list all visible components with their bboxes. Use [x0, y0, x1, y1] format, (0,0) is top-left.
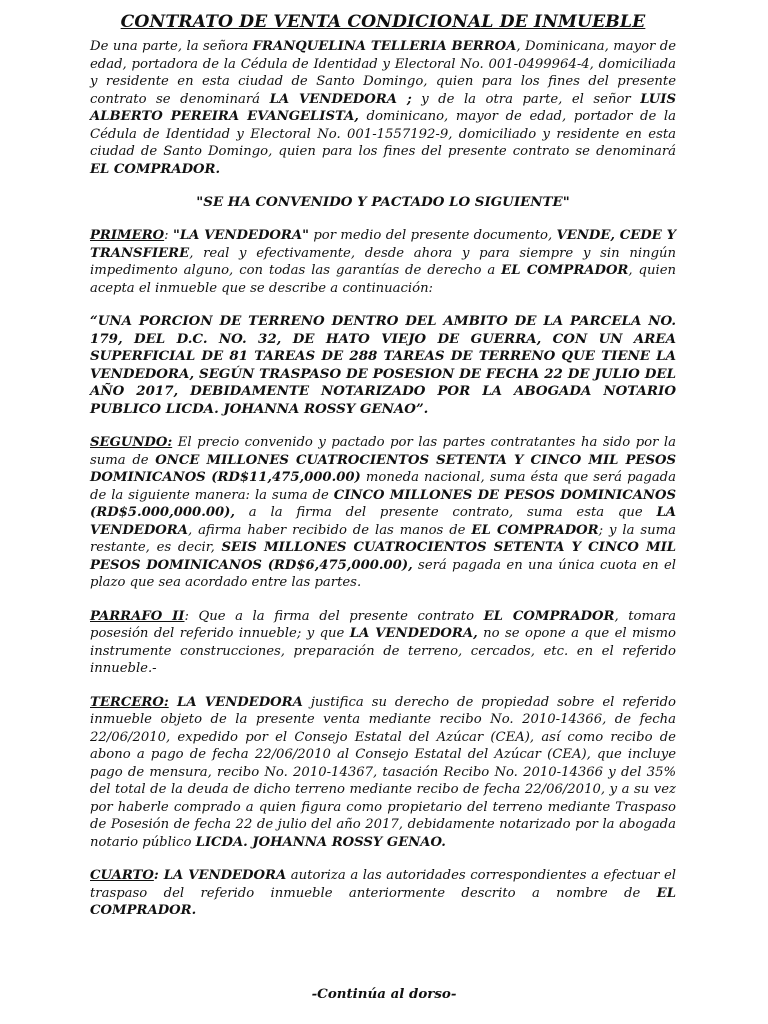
- clause-tercero-text-1: justifica su derecho de propiedad sobre el referido inmueble objeto de la presente venta mediante recibo No. 2010-14366, de fecha 22/06/2010, expedido por el Consejo Estatal del Azúcar (CEA), así como recibo de abono a pago de fecha 22/06/2010 al Consejo Estatal del Azúcar (CEA), que incluye pago de mensura, recibo No. 2010-14367, tasación Recibo No. 2010-14366 y del 35% del total de la deuda de dicho terreno mediante recibo de fecha 22/06/2010, y a su vez por haberle comprado a quien figura como propietario del terreno mediante Traspaso de Posesión de fecha 22 de julio del año 2017, debidamente notarizado por la abogada notario público: [90, 694, 676, 850]
- clause-segundo-label: SEGUNDO:: [90, 435, 173, 450]
- clause-segundo-text-3: a la firma del presente contrato, suma esta que: [235, 505, 657, 520]
- clause-segundo-bold-5: SEIS MILLONES CUATROCIENTOS SETENTA Y CINCO MIL PESOS DOMINICANOS (RD$6,475,000.00),: [90, 540, 677, 573]
- clause-cuarto-bold-2: EL COMPRADOR.: [90, 885, 676, 918]
- clause-parrafo-label: PARRAFO II: [90, 608, 185, 624]
- clause-segundo-bold-3: LA VENDEDORA: [90, 505, 676, 538]
- seller-name: FRANQUELINA TELLERIA BERROA: [252, 39, 517, 54]
- document-title: CONTRATO DE VENTA CONDICIONAL DE INMUEBLE: [120, 12, 646, 32]
- clause-segundo-text-6: será pagada en una única cuota en el plazo que sea acordado entre las partes.: [90, 557, 677, 590]
- clause-segundo-text-1: El precio convenido y pactado por las partes contratantes ha sido por la suma de: [90, 435, 676, 468]
- clause-tercero: [90, 694, 676, 852]
- clause-primero-bold-3: EL COMPRADOR: [501, 263, 629, 278]
- clause-parrafo-ii: [90, 608, 676, 678]
- clause-primero-text-3: , real y efectivamente, desde ahora y para siempre y sin ningún impedimento alguno, con todas las garantías de derecho a: [90, 245, 676, 278]
- clause-cuarto-bold-1: : LA VENDEDORA: [153, 868, 287, 883]
- clause-primero-text-4: , quien acepta el inmueble que se describe a continuación:: [90, 263, 676, 296]
- intro-text-3: y de la otra parte, el señor: [411, 91, 641, 107]
- clause-cuarto: [90, 867, 676, 920]
- clause-primero-text-2: por medio del presente documento,: [308, 228, 557, 243]
- clause-parrafo-bold-2: LA VENDEDORA,: [349, 626, 478, 641]
- clause-tercero-bold-1: LA VENDEDORA: [168, 694, 303, 710]
- clause-parrafo-text-3: no se opone a que el mismo instrumente construcciones, preparación de terreno, cercados, etc. en el referido innueble.-: [90, 626, 676, 676]
- clause-primero-text-1: :: [164, 228, 173, 243]
- clause-parrafo-text-2: , tomara posesión del referido innueble; y que: [90, 608, 676, 641]
- clause-segundo-text-4: , afirma haber recibido de las manos de: [187, 522, 472, 538]
- clause-parrafo-bold-1: EL COMPRADOR: [483, 608, 615, 624]
- clause-segundo-bold-1: ONCE MILLONES CUATROCIENTOS SETENTA Y CINCO MIL PESOS DOMINICANOS (RD$11,475,000.00): [90, 452, 676, 485]
- agreement-heading: "SE HA CONVENIDO Y PACTADO LO SIGUIENTE": [196, 194, 570, 210]
- clause-segundo-bold-2: CINCO MILLONES DE PESOS DOMINICANOS (RD$5.000,000.00),: [90, 487, 676, 520]
- clause-tercero-label: TERCERO:: [90, 694, 169, 710]
- clause-primero-label: PRIMERO: [90, 228, 165, 243]
- intro-text-2: , Dominicana, mayor de edad, portadora de la Cédula de Identidad y Electoral No. 001-0499964-4, domiciliada y residente en esta ciudad de Santo Domingo, quien para los fines del presente contrato se denominará: [90, 39, 677, 107]
- seller-alias: LA VENDEDORA ;: [269, 91, 412, 107]
- clause-parrafo-text-1: : Que a la firma del presente contrato: [184, 608, 484, 624]
- intro-text-1: De una parte, la señora: [90, 39, 253, 54]
- clause-cuarto-label: CUARTO: [90, 868, 154, 883]
- clause-segundo-text-5: ; y la suma restante, es decir,: [90, 522, 676, 555]
- clause-tercero-bold-2: LICDA. JOHANNA ROSSY GENAO.: [195, 834, 446, 850]
- clause-segundo-bold-4: EL COMPRADOR: [471, 522, 599, 538]
- clause-segundo-text-2: moneda nacional, suma ésta que será pagada de la siguiente manera: la suma de: [90, 470, 676, 503]
- buyer-name: LUIS ALBERTO PEREIRA EVANGELISTA,: [90, 91, 676, 124]
- clause-cuarto-text-1: autoriza a las autoridades correspondientes a efectuar el traspaso del referido inmueble anteriormente descrito a nombre de: [90, 868, 676, 901]
- clause-primero: [90, 227, 676, 297]
- buyer-alias: EL COMPRADOR.: [90, 161, 221, 177]
- property-description: “UNA PORCION DE TERRENO DENTRO DEL AMBITO DE LA PARCELA NO. 179, DEL D.C. NO. 32, DE HATO VIEJO DE GUERRA, CON UN AREA SUPERFICIAL DE 81 TAREAS DE 288 TAREAS DE TERRENO QUE TIENE LA VENDEDORA, SEGÚN TRASPASO DE POSESION DE FECHA 22 DE JULIO DEL AÑO 2017, DEBIDAMENTE NOTARIZADO POR LA ABOGADA NOTARIO PUBLICO LICDA. JOHANNA ROSSY GENAO”.: [90, 313, 676, 417]
- intro-paragraph: [90, 38, 676, 178]
- clause-segundo: [90, 434, 676, 592]
- clause-primero-bold-1: "LA VENDEDORA": [172, 228, 309, 243]
- clause-primero-bold-2: VENDE, CEDE Y TRANSFIERE: [90, 228, 676, 261]
- intro-text-4: dominicano, mayor de edad, portador de la Cédula de Identidad y Electoral No. 001-1557192-9, domiciliado y residente en esta ciudad de Santo Domingo, quien para los fines del presente contrato se denominará: [90, 109, 676, 159]
- continued-footer: -Continúa al dorso-: [311, 986, 457, 1002]
